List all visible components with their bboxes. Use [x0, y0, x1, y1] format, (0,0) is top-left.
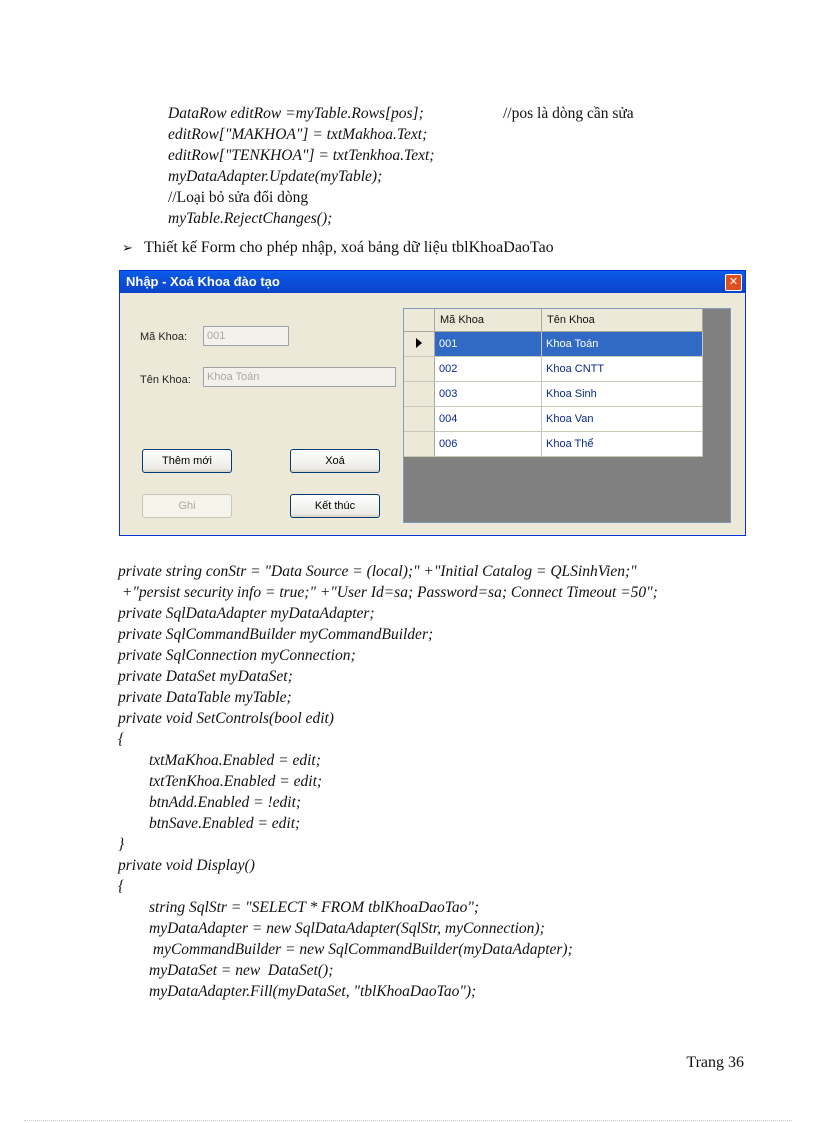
code-line: {: [118, 731, 125, 748]
ma-khoa-input[interactable]: 001: [203, 326, 289, 346]
cell-ma-khoa[interactable]: 004: [435, 407, 542, 432]
cell-ten-khoa[interactable]: Khoa Toán: [542, 332, 703, 357]
table-row[interactable]: [404, 332, 703, 357]
table-row[interactable]: [404, 432, 703, 457]
code-line: +"persist security info = true;" +"User Id=sa; Password=sa; Connect Timeout =50";: [118, 584, 658, 601]
code-line: myDataAdapter.Fill(myDataSet, "tblKhoaDaoTao");: [118, 983, 477, 1000]
code-line: private DataSet myDataSet;: [118, 668, 293, 685]
row-header[interactable]: [404, 357, 435, 382]
grid-corner: [404, 309, 435, 332]
code-line: btnSave.Enabled = edit;: [118, 815, 301, 832]
code-line: btnAdd.Enabled = !edit;: [118, 794, 302, 811]
grid-header-ma-khoa[interactable]: Mã Khoa: [435, 309, 542, 332]
code-line: myDataAdapter.Update(myTable);: [168, 168, 383, 185]
window-title: Nhập - Xoá Khoa đào tạo: [126, 274, 280, 289]
code-line: string SqlStr = "SELECT * FROM tblKhoaDaoTao";: [118, 899, 480, 916]
code-line: private DataTable myTable;: [118, 689, 292, 706]
cell-ma-khoa[interactable]: 003: [435, 382, 542, 407]
cell-ma-khoa[interactable]: 001: [435, 332, 542, 357]
code-line: editRow["TENKHOA"] = txtTenkhoa.Text;: [168, 147, 435, 164]
code-line: private void SetControls(bool edit): [118, 710, 334, 727]
page-number: Trang 36: [686, 1054, 744, 1071]
row-header[interactable]: [404, 332, 435, 357]
code-line: //Loại bỏ sửa đổi dòng: [168, 189, 309, 206]
grid-header-ten-khoa[interactable]: Tên Khoa: [542, 309, 703, 332]
code-line: private string conStr = "Data Source = (local);" +"Initial Catalog = QLSinhVien;": [118, 563, 637, 580]
arrow-bullet-icon: ➢: [122, 240, 133, 255]
ten-khoa-label: Tên Khoa:: [140, 374, 191, 386]
code-line: private SqlDataAdapter myDataAdapter;: [118, 605, 375, 622]
code-line: txtTenKhoa.Enabled = edit;: [118, 773, 323, 790]
bullet-paragraph: [122, 237, 554, 258]
cell-ten-khoa[interactable]: Khoa Van: [542, 407, 703, 432]
page-bottom-divider: [24, 1120, 792, 1121]
row-header[interactable]: [404, 407, 435, 432]
add-button[interactable]: Thêm mới: [142, 449, 232, 473]
ten-khoa-input[interactable]: Khoa Toán: [203, 367, 396, 387]
cell-ma-khoa[interactable]: 002: [435, 357, 542, 382]
close-icon[interactable]: ✕: [725, 274, 742, 291]
cell-ma-khoa[interactable]: 006: [435, 432, 542, 457]
cell-ten-khoa[interactable]: Khoa Sinh: [542, 382, 703, 407]
code-line: myDataSet = new DataSet();: [118, 962, 334, 979]
form-window: [119, 270, 746, 536]
table-row[interactable]: [404, 382, 703, 407]
code-line: private SqlCommandBuilder myCommandBuilder;: [118, 626, 434, 643]
code-line: }: [118, 836, 125, 853]
bullet-text: Thiết kế Form cho phép nhập, xoá bảng dữ liệu tblKhoaDaoTao: [144, 239, 554, 256]
window-titlebar: [120, 271, 745, 293]
table-row[interactable]: [404, 407, 703, 432]
delete-button[interactable]: Xoá: [290, 449, 380, 473]
cell-ten-khoa[interactable]: Khoa CNTT: [542, 357, 703, 382]
row-header[interactable]: [404, 432, 435, 457]
code-line: {: [118, 878, 125, 895]
code-line: private void Display(): [118, 857, 255, 874]
cell-ten-khoa[interactable]: Khoa Thể: [542, 432, 703, 457]
code-line: editRow["MAKHOA"] = txtMakhoa.Text;: [168, 126, 428, 143]
code-comment: //pos là dòng cần sửa: [503, 105, 634, 122]
code-line: private SqlConnection myConnection;: [118, 647, 356, 664]
save-button[interactable]: Ghi: [142, 494, 232, 518]
ma-khoa-label: Mã Khoa:: [140, 331, 188, 343]
data-grid[interactable]: [403, 308, 731, 523]
code-line: myCommandBuilder = new SqlCommandBuilder(myDataAdapter);: [118, 941, 573, 958]
code-line: DataRow editRow =myTable.Rows[pos];: [168, 105, 424, 122]
code-line: myDataAdapter = new SqlDataAdapter(SqlStr, myConnection);: [118, 920, 545, 937]
current-row-icon: [416, 338, 422, 348]
table-row[interactable]: [404, 357, 703, 382]
code-line: txtMaKhoa.Enabled = edit;: [118, 752, 321, 769]
code-line: myTable.RejectChanges();: [168, 210, 333, 227]
exit-button[interactable]: Kết thúc: [290, 494, 380, 518]
row-header[interactable]: [404, 382, 435, 407]
